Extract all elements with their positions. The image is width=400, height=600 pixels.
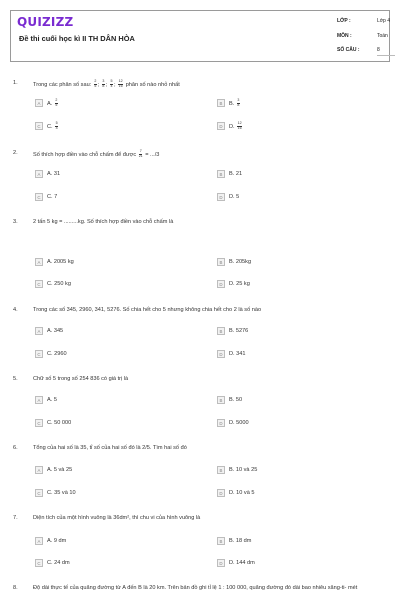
option-text: C. 7 (47, 194, 58, 200)
meta-subject-label: MÔN : (337, 33, 352, 39)
option-text: B. 50 (229, 397, 243, 403)
question-number: 6. (13, 445, 18, 451)
option-letter-box: A (35, 258, 43, 266)
option-letter-box: B (217, 537, 225, 545)
option-letter-box: A (35, 396, 43, 404)
option-text: C. 250 kg (47, 281, 71, 287)
question-number: 7. (13, 515, 18, 521)
option-text: D. 5 (229, 194, 240, 200)
option-text: A. 345 (47, 328, 64, 334)
option-text: D. $\frac{12}{16}$ (229, 121, 242, 130)
question-text: Diện tích của một hình vuông là 36dm², thì chu vi của hình vuông là (33, 515, 201, 521)
question-number: 4. (13, 307, 18, 313)
question-text: Số thích hợp điền vào chỗ chấm để được $\frac{7}{21}$ = .../3 (33, 149, 160, 158)
option-letter-box: A (35, 327, 43, 335)
option-text: A. 5 (47, 397, 57, 403)
option-d[interactable] (217, 559, 255, 567)
option-letter-box: A (35, 537, 43, 545)
option-text: D. 144 dm (229, 560, 255, 566)
meta-count-value: 8 (377, 47, 380, 53)
option-b[interactable] (217, 327, 248, 335)
option-text: C. 50 000 (47, 420, 72, 426)
option-letter-box: C (35, 489, 43, 497)
option-letter-box: C (35, 559, 43, 567)
option-a[interactable] (35, 258, 74, 266)
option-letter-box: B (217, 170, 225, 178)
option-text: A. 31 (47, 171, 61, 177)
option-text: C. 24 dm (47, 560, 70, 566)
option-text: B. 21 (229, 171, 243, 177)
question-text: Trong các phân số sau: $\frac{2}{5}$ ; $\frac{3}{8}$ ; $\frac{5}{4}$ ; $\frac{12}{16}$ phân số nào nhỏ nhất (33, 79, 180, 88)
option-b[interactable] (217, 258, 251, 266)
option-letter-box: C (35, 350, 43, 358)
option-c[interactable] (35, 193, 57, 201)
question-number: 8. (13, 585, 18, 591)
option-text: C. 35 và 10 (47, 490, 76, 496)
question-text: 2 tấn 5 kg = .........kg. Số thích hợp điền vào chỗ chấm là (33, 219, 174, 225)
option-d[interactable] (217, 193, 239, 201)
option-b[interactable] (217, 170, 242, 178)
option-a[interactable] (35, 327, 63, 335)
option-b[interactable] (217, 396, 242, 404)
option-text: A. 2005 kg (47, 259, 74, 265)
option-text: B. $\frac{3}{8}$ (229, 98, 240, 107)
option-d[interactable] (217, 489, 255, 497)
exam-title: Đề thi cuối học kì II TH DÂN HÒA (19, 34, 135, 43)
worksheet-header (10, 10, 390, 62)
option-c[interactable] (35, 489, 76, 497)
meta-count-underline (377, 55, 395, 56)
option-text: A. 9 dm (47, 538, 67, 544)
option-a[interactable] (35, 99, 59, 108)
option-letter-box: D (217, 559, 225, 567)
question-number: 2. (13, 150, 18, 156)
question-number: 3. (13, 219, 18, 225)
meta-class-value: Lớp 4 (377, 18, 391, 24)
option-letter-box: A (35, 466, 43, 474)
meta-subject-value: Toán (377, 33, 388, 39)
option-text: C. 2960 (47, 351, 67, 357)
option-a[interactable] (35, 170, 60, 178)
option-text: A. 5 và 25 (47, 467, 73, 473)
meta-count-label: SỐ CÂU : (337, 47, 360, 53)
option-d[interactable] (217, 350, 245, 358)
option-text: D. 341 (229, 351, 246, 357)
option-c[interactable] (35, 350, 67, 358)
option-d[interactable] (217, 122, 243, 131)
question-text: Tổng của hai số là 35, tỉ số của hai số đó là 2/5. Tìm hai số đó (33, 445, 187, 451)
question-text: Trong các số 345, 2960, 341, 5276. Số chia hết cho 5 nhưng không chia hết cho 2 là số nào (33, 307, 262, 313)
option-letter-box: B (217, 466, 225, 474)
question-text: Độ dài thực tế của quãng đường từ A đến B là 20 km. Trên bản đồ ghi tỉ lệ 1 : 100 000, quãng đường đó dài bao nhiêu xăng-ti- mét (33, 585, 358, 591)
option-letter-box: C (35, 280, 43, 288)
option-text: D. 10 và 5 (229, 490, 255, 496)
quizizz-logo: QUIZIZZ (17, 15, 74, 29)
option-letter-box: B (217, 99, 225, 107)
option-text: C. $\frac{5}{4}$ (47, 121, 58, 130)
option-text: B. 5276 (229, 328, 249, 334)
option-a[interactable] (35, 396, 57, 404)
option-text: B. 18 dm (229, 538, 252, 544)
option-text: B. 205kg (229, 259, 252, 265)
question-number: 5. (13, 376, 18, 382)
option-a[interactable] (35, 537, 66, 545)
option-c[interactable] (35, 122, 59, 131)
option-text: A. $\frac{2}{5}$ (47, 98, 58, 107)
option-letter-box: B (217, 258, 225, 266)
option-b[interactable] (217, 466, 257, 474)
meta-class-label: LỚP : (337, 18, 351, 24)
option-c[interactable] (35, 559, 70, 567)
option-d[interactable] (217, 280, 250, 288)
option-a[interactable] (35, 466, 72, 474)
option-d[interactable] (217, 419, 249, 427)
option-text: D. 25 kg (229, 281, 250, 287)
option-text: B. 10 và 25 (229, 467, 258, 473)
option-c[interactable] (35, 280, 71, 288)
question-number: 1. (13, 80, 18, 86)
option-letter-box: D (217, 489, 225, 497)
option-letter-box: D (217, 280, 225, 288)
option-letter-box: C (35, 419, 43, 427)
option-letter-box: A (35, 99, 43, 107)
option-letter-box: C (35, 122, 43, 130)
option-b[interactable] (217, 99, 241, 108)
option-letter-box: C (35, 193, 43, 201)
option-letter-box: A (35, 170, 43, 178)
option-c[interactable] (35, 419, 71, 427)
option-letter-box: B (217, 396, 225, 404)
option-letter-box: D (217, 419, 225, 427)
question-text: Chữ số 5 trong số 254 836 có giá trị là (33, 376, 129, 382)
option-b[interactable] (217, 537, 251, 545)
option-letter-box: D (217, 350, 225, 358)
option-text: D. 5000 (229, 420, 249, 426)
option-letter-box: B (217, 327, 225, 335)
option-letter-box: D (217, 193, 225, 201)
option-letter-box: D (217, 122, 225, 130)
